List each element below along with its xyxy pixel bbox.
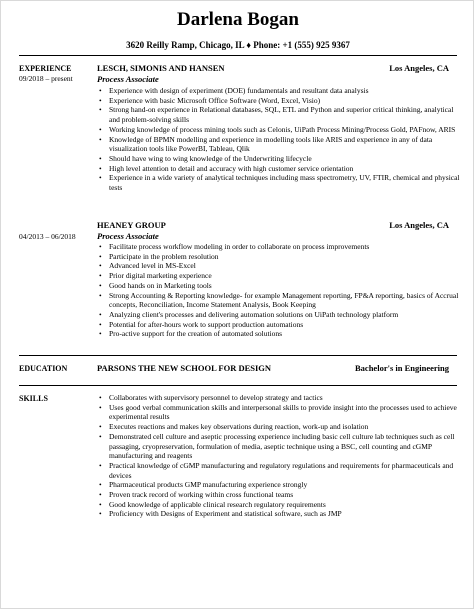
list-item: • Participate in the problem resolution [109, 252, 461, 262]
list-item: • Prior digital marketing experience [109, 271, 461, 281]
list-item: • Demonstrated cell culture and aseptic processing experience including basic cell culture lab techniques such as cell passaging, cryopreservation, formulation of media, aseptic technique using a BSC, cell counting and cGMP manufacturing and reagents [109, 432, 461, 461]
job-bullets [97, 242, 461, 339]
list-item: • Potential for after-hours work to support production automations [109, 320, 461, 330]
header-divider [19, 55, 457, 56]
list-item: • Good hands on in Marketing tools [109, 281, 461, 291]
list-item: • Experience in a wide variety of analytical techniques including mass spectrometry, UV, FTIR, chemical and physical tests [109, 173, 461, 192]
education-heading: EDUCATION [19, 364, 68, 373]
list-item: • Experience with design of experiment (DOE) fundamentals and resultant data analysis [109, 86, 461, 96]
list-item: • Good knowledge of applicable clinical research regulatory requirements [109, 500, 461, 510]
job-dates: 04/2013 – 06/2018 [19, 232, 76, 241]
list-item: • Proven track record of working within cross functional teams [109, 490, 461, 500]
list-item: • Experience with basic Microsoft Office Software (Word, Excel, Visio) [109, 96, 461, 106]
job-dates: 09/2018 – present [19, 74, 73, 83]
experience-heading: EXPERIENCE [19, 64, 72, 73]
list-item: • High level attention to detail and accuracy with high customer service orientation [109, 164, 461, 174]
list-item: • Pharmaceutical products GMP manufacturing experience strongly [109, 480, 461, 490]
list-item: • Proficiency with Designs of Experiment and statistical software, such as JMP [109, 509, 461, 519]
list-item: • Uses good verbal communication skills and interpersonal skills to provide insight into the processes used to achieve experimental results [109, 403, 461, 422]
job-company: HEANEY GROUP [97, 220, 166, 230]
job-title: Process Associate [97, 231, 159, 241]
list-item: • Executes reactions and makes key observations during reaction, work-up and isolation [109, 422, 461, 432]
job-location: Los Angeles, CA [389, 63, 449, 73]
education-degree: Bachelor's in Engineering [355, 363, 449, 373]
education-school: PARSONS THE NEW SCHOOL FOR DESIGN [97, 363, 272, 373]
skills-heading: SKILLS [19, 394, 48, 403]
list-item: • Advanced level in MS-Excel [109, 261, 461, 271]
skills-bullets [97, 393, 461, 519]
list-item: • Collaborates with supervisory personnel to develop strategy and tactics [109, 393, 461, 403]
contact-line: 3620 Reilly Ramp, Chicago, IL ♦ Phone: +1 (555) 925 9367 [126, 40, 350, 50]
experience-divider [19, 355, 457, 356]
list-item: • Strong Accounting & Reporting knowledge- for example Management reporting, FP&A reporting, basics of Accrual concepts, Reconciliation, Income Statement Analysis, Book Keeping [109, 291, 461, 310]
list-item: • Strong hand-on experience in Relational databases, SQL, ETL and Python and superior critical thinking, analytical and problem-solving skills [109, 105, 461, 124]
list-item: • Analyzing client's processes and delivering automation solutions on UiPath technology platform [109, 310, 461, 320]
list-item: • Working knowledge of process mining tools such as Celonis, UiPath Process Mining/Process Gold, PAFnow, ARIS [109, 125, 461, 135]
list-item: • Should have wing to wing knowledge of the Underwriting lifecycle [109, 154, 461, 164]
list-item: • Pro-active support for the creation of automated solutions [109, 329, 461, 339]
list-item: • Knowledge of BPMN modelling and experience in modelling tools like ARIS and experience in any of data visualization tools like PowerBI, Tableau, Qlik [109, 135, 461, 154]
list-item: • Practical knowledge of cGMP manufacturing and regulatory regulations and requirements for pharmaceuticals and devices [109, 461, 461, 480]
job-title: Process Associate [97, 74, 159, 84]
job-bullets [97, 86, 461, 193]
job-company: LESCH, SIMONIS AND HANSEN [97, 63, 225, 73]
candidate-name: Darlena Bogan [177, 9, 299, 30]
job-location: Los Angeles, CA [389, 220, 449, 230]
list-item: • Facilitate process workflow modeling in order to collaborate on process improvements [109, 242, 461, 252]
education-divider [19, 385, 457, 386]
